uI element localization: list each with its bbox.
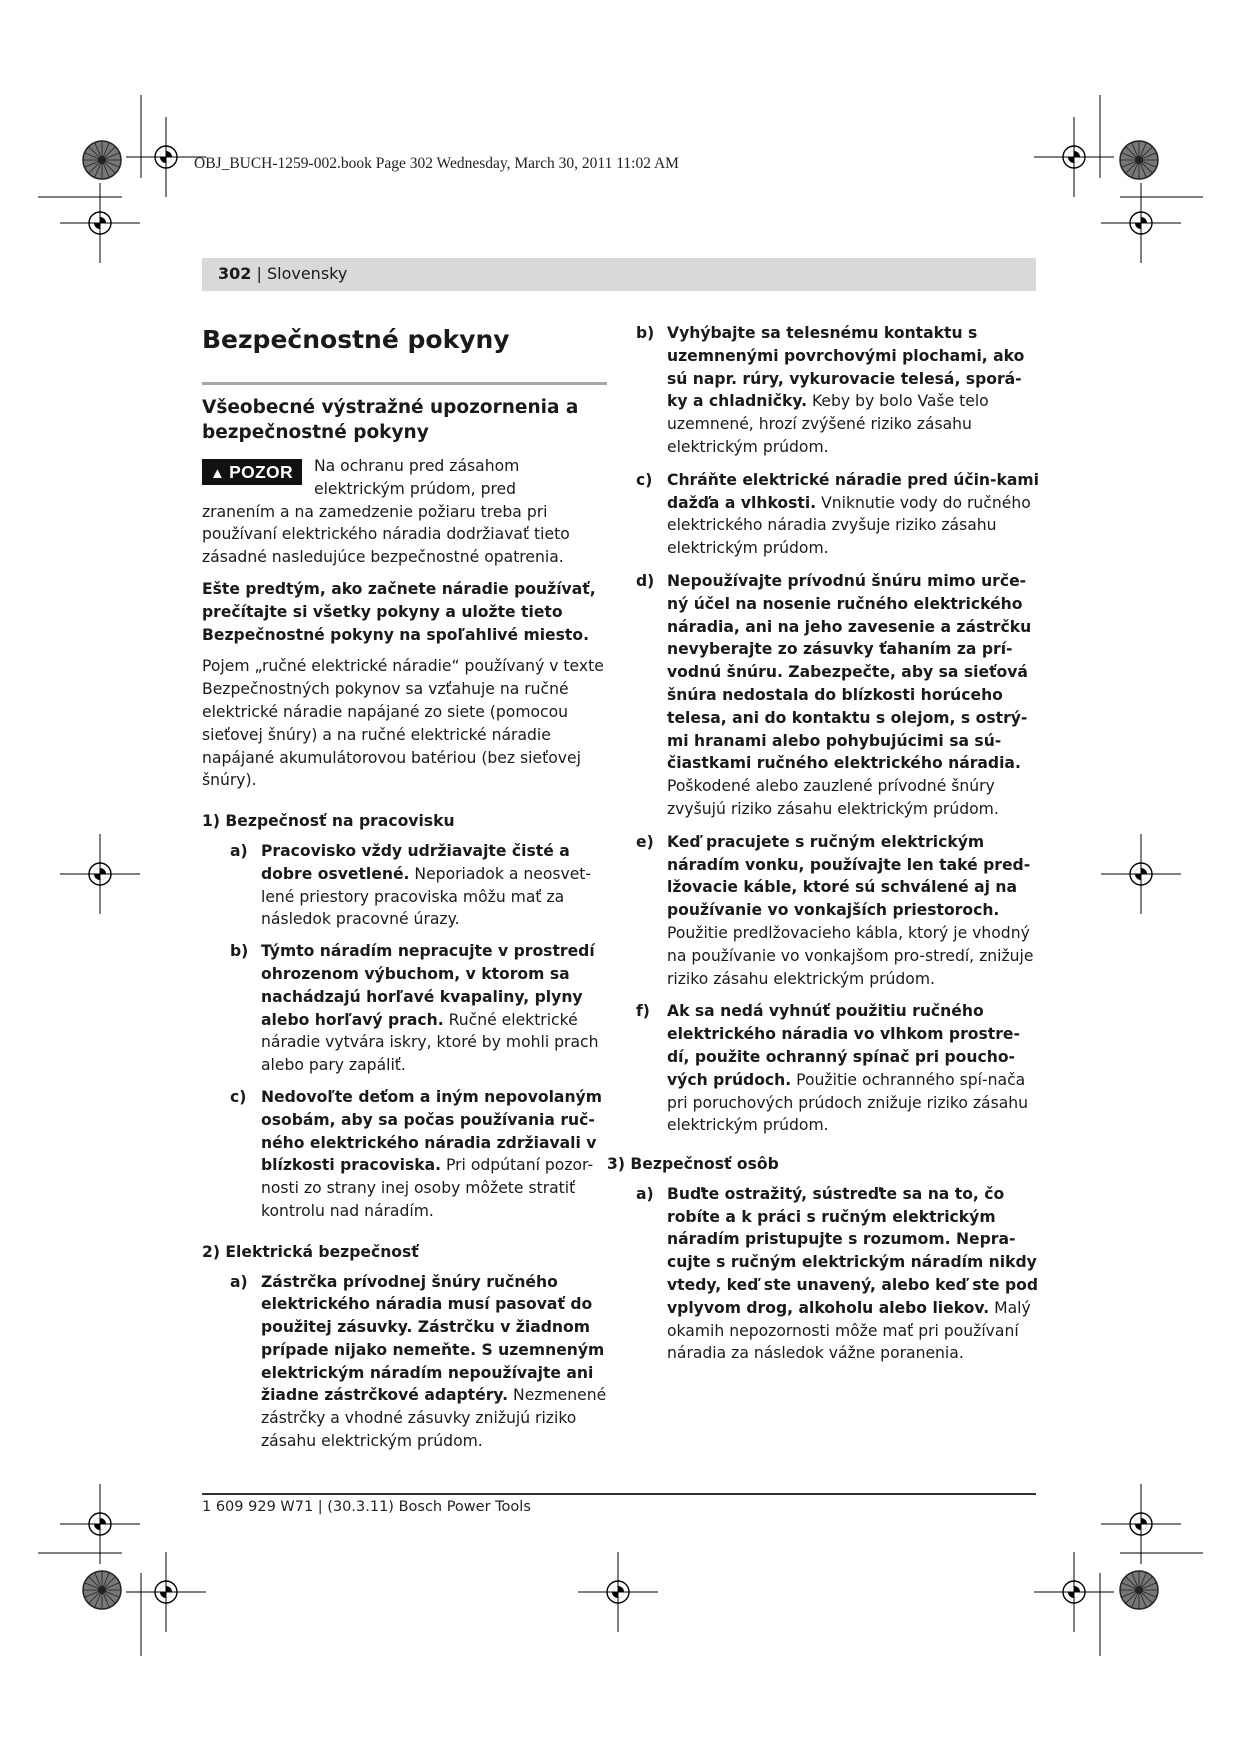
right-column (607, 322, 1040, 1375)
item-bold: Ak sa nedá vyhnúť použitiu ručného elektrického náradia vo vlhkom prostre-dí, použite ochranný spínač pri poucho-vých prúdoch. (667, 1002, 1020, 1089)
item-text (667, 831, 1040, 991)
item-bold: Vyhýbajte sa telesnému kontaktu s uzemnenými povrchovými plochami, ako sú napr. rúry, vykurovacie telesá, sporá-ky a chladničky. (667, 324, 1025, 411)
item-label: a) (230, 1272, 248, 1291)
page-title: Bezpečnostné pokyny (202, 325, 510, 354)
item-label: d) (636, 571, 655, 590)
item-normal: Malý okamih nepozornosti môže mať pri používaní náradia za následok vážne poranenia. (667, 1298, 1031, 1363)
item-bold: Keď pracujete s ručným elektrickým náradím vonku, používajte len také pred-lžovacie káble, ktoré sú schválené aj na používanie vo vonkajších priestoroch. (667, 832, 1031, 920)
item-text (261, 1271, 607, 1453)
section-subtitle: Všeobecné výstražné upozornenia a bezpečnostné pokyny (202, 397, 579, 443)
item-normal: Neporiadok a neosvet-lené priestory pracoviska môžu mať za následok pracovné úrazy. (261, 864, 592, 929)
item-bold: Týmto náradím nepracujte v prostredí ohrozenom výbuchom, v ktorom sa nachádzajú horľavé kvapaliny, plyny alebo horľavý prach. (261, 942, 595, 1029)
item-text (667, 1000, 1040, 1137)
section-3-title: 3) Bezpečnosť osôb (607, 1155, 779, 1174)
warning-badge (202, 459, 302, 485)
section-1-item-a (202, 840, 607, 931)
item-text (261, 940, 607, 1077)
item-normal: Keby by bolo Vaše telo uzemnené, hrozí zvýšené riziko zásahu elektrickým prúdom. (667, 392, 989, 456)
item-label: f) (636, 1002, 650, 1021)
section-2-item-b (636, 322, 1040, 459)
item-normal: Nezmenené zástrčky a vhodné zásuvky znižujú riziko zásahu elektrickým prúdom. (261, 1386, 607, 1451)
item-bold: Nepoužívajte prívodnú šnúru mimo urče-ný účel na nosenie ručného elektrického náradia, ani na jeho zavesenie a zástrčku nevyberajte zo zásuvky ťahaním za prí-vodnú šnúru. Zabezpečte, aby sa sieťová šnúra nedostala do blízkosti horúceho telesa, ani do kontaktu s olejom, s ostrý-mi hranami alebo pohybujúcimi sa sú-čiastkami ručného elektrického náradia. (667, 571, 1032, 773)
item-text (667, 469, 1040, 560)
header-separator: | (251, 264, 267, 283)
warning-triangle-icon: ▲ (210, 465, 226, 482)
section-2-item-f (636, 1000, 1040, 1137)
item-label: b) (230, 942, 249, 961)
left-column (202, 318, 607, 1462)
page-header (202, 258, 1036, 291)
item-text (667, 322, 1040, 459)
item-bold: Buďte ostražitý, sústreďte sa na to, čo robíte a k práci s ručným elektrickým náradím pristupujte s rozumom. Nepra-cujte s ručným elektrickým náradím nikdy vtedy, keď ste unavený, alebo keď ste pod vplyvom drog, alkoholu alebo liekov. (667, 1184, 1039, 1317)
item-normal: Ručné elektrické náradie vytvára iskry, ktoré by mohli prach alebo pary zapáliť. (261, 1010, 599, 1075)
section-2-item-d (636, 570, 1040, 821)
notice-bold: Ešte predtým, ako začnete náradie používať, prečítajte si všetky pokyny a uložte tieto Bezpečnostné pokyny na spoľahlivé miesto. (202, 579, 596, 644)
definition-paragraph: Pojem „ručné elektrické náradie“ používaný v texte Bezpečnostných pokynov sa vzťahuje na ručné elektrické náradie napájané zo siete (pomocou sieťovej šnúry) a na ručné elektrické náradie napájané akumulátorovou batériou (bez sieťovej šnúry). (202, 657, 604, 790)
section-1-item-c (202, 1086, 607, 1223)
page-footer: 1 609 929 W71 | (30.3.11) Bosch Power Tools (202, 1499, 531, 1515)
section-3-item-a (636, 1183, 1040, 1365)
item-normal: Poškodené alebo zauzlené prívodné šnúry zvyšujú riziko zásahu elektrickým prúdom. (667, 777, 999, 818)
item-bold: Chráňte elektrické náradie pred účin-kami dažďa a vlhkosti. (667, 470, 1039, 512)
item-label: a) (636, 1184, 654, 1203)
item-normal: Vniknutie vody do ručného elektrického náradia zvyšuje riziko zásahu elektrickým prúdom. (667, 493, 1031, 558)
page-number: 302 (218, 264, 252, 283)
item-text (261, 840, 607, 931)
item-normal: Pri odpútaní pozor-nosti zo strany inej osoby môžete stratiť kontrolu nad náradím. (261, 1156, 594, 1220)
warning-text-rest: zranením a na zamedzenie požiaru treba pri používaní elektrického náradia dodržiavať tieto zásadné nasledujúce bezpečnostné opatrenia. (202, 502, 570, 567)
warning-text-first: Na ochranu pred zásahom elektrickým prúdom, pred (314, 457, 520, 498)
item-label: c) (636, 470, 653, 489)
warning-block (202, 455, 607, 569)
item-label: e) (636, 832, 654, 851)
title-rule (202, 382, 607, 385)
print-slug: OBJ_BUCH-1259-002.book Page 302 Wednesday, March 30, 2011 11:02 AM (194, 155, 679, 172)
footer-rule (202, 1493, 1036, 1495)
item-label: a) (230, 841, 248, 860)
item-bold: Pracovisko vždy udržiavajte čisté a dobre osvetlené. (261, 841, 570, 883)
item-bold: Nedovoľte deťom a iným nepovolaným osobám, aby sa počas používania ruč-ného elektrického náradia zdržiavali v blízkosti pracoviska. (261, 1087, 602, 1175)
warning-badge-label: POZOR (229, 462, 293, 482)
section-2-item-e (636, 831, 1040, 991)
item-bold: Zástrčka prívodnej šnúry ručného elektrického náradia musí pasovať do použitej zásuvky. Zástrčku v žiadnom prípade nijako nemeňte. S uzemneným elektrickým náradím nepoužívajte ani žiadne zástrčkové adaptéry. (261, 1272, 605, 1405)
header-language: Slovensky (266, 264, 348, 283)
item-text (667, 570, 1040, 821)
item-normal: Použitie predlžovacieho kábla, ktorý je vhodný na používanie vo vonkajšom pro-stredí, znižuje riziko zásahu elektrickým prúdom. (667, 923, 1034, 988)
item-label: b) (636, 324, 655, 342)
section-2-title: 2) Elektrická bezpečnosť (202, 1242, 419, 1261)
item-normal: Použitie ochranného spí-nača pri poruchových prúdoch znižuje riziko zásahu elektrickým prúdom. (667, 1070, 1029, 1135)
item-label: c) (230, 1087, 247, 1106)
section-2-item-c (636, 469, 1040, 560)
section-1-title: 1) Bezpečnosť na pracovisku (202, 812, 455, 831)
item-text (261, 1086, 607, 1223)
section-2-item-a (202, 1271, 607, 1453)
section-1-item-b (202, 940, 607, 1077)
item-text (667, 1183, 1040, 1365)
